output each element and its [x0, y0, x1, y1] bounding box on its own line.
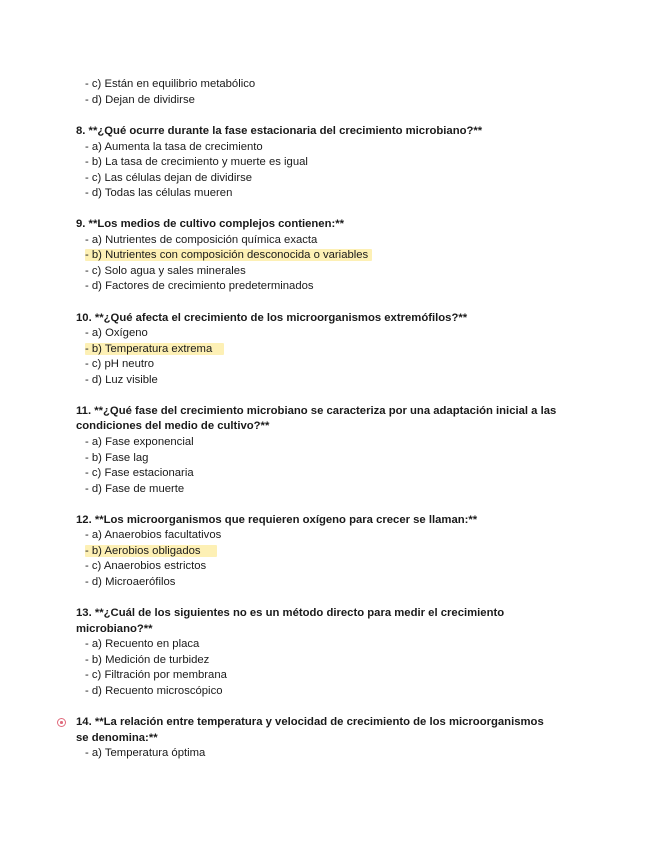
question-14-title: 14. **La relación entre temperatura y velocidad de crecimiento de los microorganismos: [76, 716, 544, 728]
question-8-option-a: - a) Aumenta la tasa de crecimiento: [85, 141, 263, 153]
question-10-option-b: [85, 342, 224, 356]
question-14-option-a: - a) Temperatura óptima: [85, 747, 206, 759]
question-12-option-d: - d) Microaerófilos: [85, 576, 176, 588]
question-11-option-b: - b) Fase lag: [85, 452, 149, 464]
question-9-option-a: - a) Nutrientes de composición química exacta: [85, 234, 318, 246]
question-10-title: 10. **¿Qué afecta el crecimiento de los microorganismos extremófilos?**: [76, 312, 468, 324]
question-9-option-d: - d) Factores de crecimiento predeterminados: [85, 280, 314, 292]
question-11-option-c: - c) Fase estacionaria: [85, 467, 194, 479]
question-13-option-a: - a) Recuento en placa: [85, 638, 200, 650]
question-11-option-d: - d) Fase de muerte: [85, 483, 185, 495]
question-13-option-c: - c) Filtración por membrana: [85, 669, 227, 681]
question-10-option-a: - a) Oxígeno: [85, 327, 148, 339]
question-12-option-c: - c) Anaerobios estrictos: [85, 560, 207, 572]
question-11-title: 11. **¿Qué fase del crecimiento microbiano se caracteriza por una adaptación inicial a las: [76, 405, 557, 417]
question-9-option-b: [85, 248, 372, 262]
question-11-option-a: - a) Fase exponencial: [85, 436, 194, 448]
option-text: - d) Dejan de dividirse: [85, 94, 195, 106]
question-8-option-c: - c) Las células dejan de dividirse: [85, 172, 253, 184]
question-13-option-b: - b) Medición de turbidez: [85, 654, 210, 666]
question-9-title: 9. **Los medios de cultivo complejos contienen:**: [76, 218, 345, 230]
highlighted-answer: - b) Aerobios obligados: [85, 545, 217, 557]
question-13-title-continued: microbiano?**: [76, 623, 153, 635]
option-text: - c) Están en equilibrio metabólico: [85, 78, 256, 90]
highlighted-answer: - b) Nutrientes con composición desconocida o variables: [85, 249, 372, 261]
question-14-title-continued: se denomina:**: [76, 732, 158, 744]
question-13-option-d: - d) Recuento microscópico: [85, 685, 223, 697]
question-8-option-b: - b) La tasa de crecimiento y muerte es igual: [85, 156, 308, 168]
question-8-option-d: - d) Todas las células mueren: [85, 187, 233, 199]
question-8-title: 8. **¿Qué ocurre durante la fase estacionaria del crecimiento microbiano?**: [76, 125, 483, 137]
question-9-option-c: - c) Solo agua y sales minerales: [85, 265, 246, 277]
question-10-option-d: - d) Luz visible: [85, 374, 158, 386]
highlighted-answer: - b) Temperatura extrema: [85, 343, 224, 355]
question-12-option-b: [85, 544, 217, 558]
comment-marker-icon[interactable]: [57, 718, 66, 727]
question-10-option-c: - c) pH neutro: [85, 358, 155, 370]
question-11-title-continued: condiciones del medio de cultivo?**: [76, 420, 270, 432]
question-12-title: 12. **Los microorganismos que requieren oxígeno para crecer se llaman:**: [76, 514, 478, 526]
question-13-title: 13. **¿Cuál de los siguientes no es un método directo para medir el crecimiento: [76, 607, 505, 619]
question-12-option-a: - a) Anaerobios facultativos: [85, 529, 222, 541]
